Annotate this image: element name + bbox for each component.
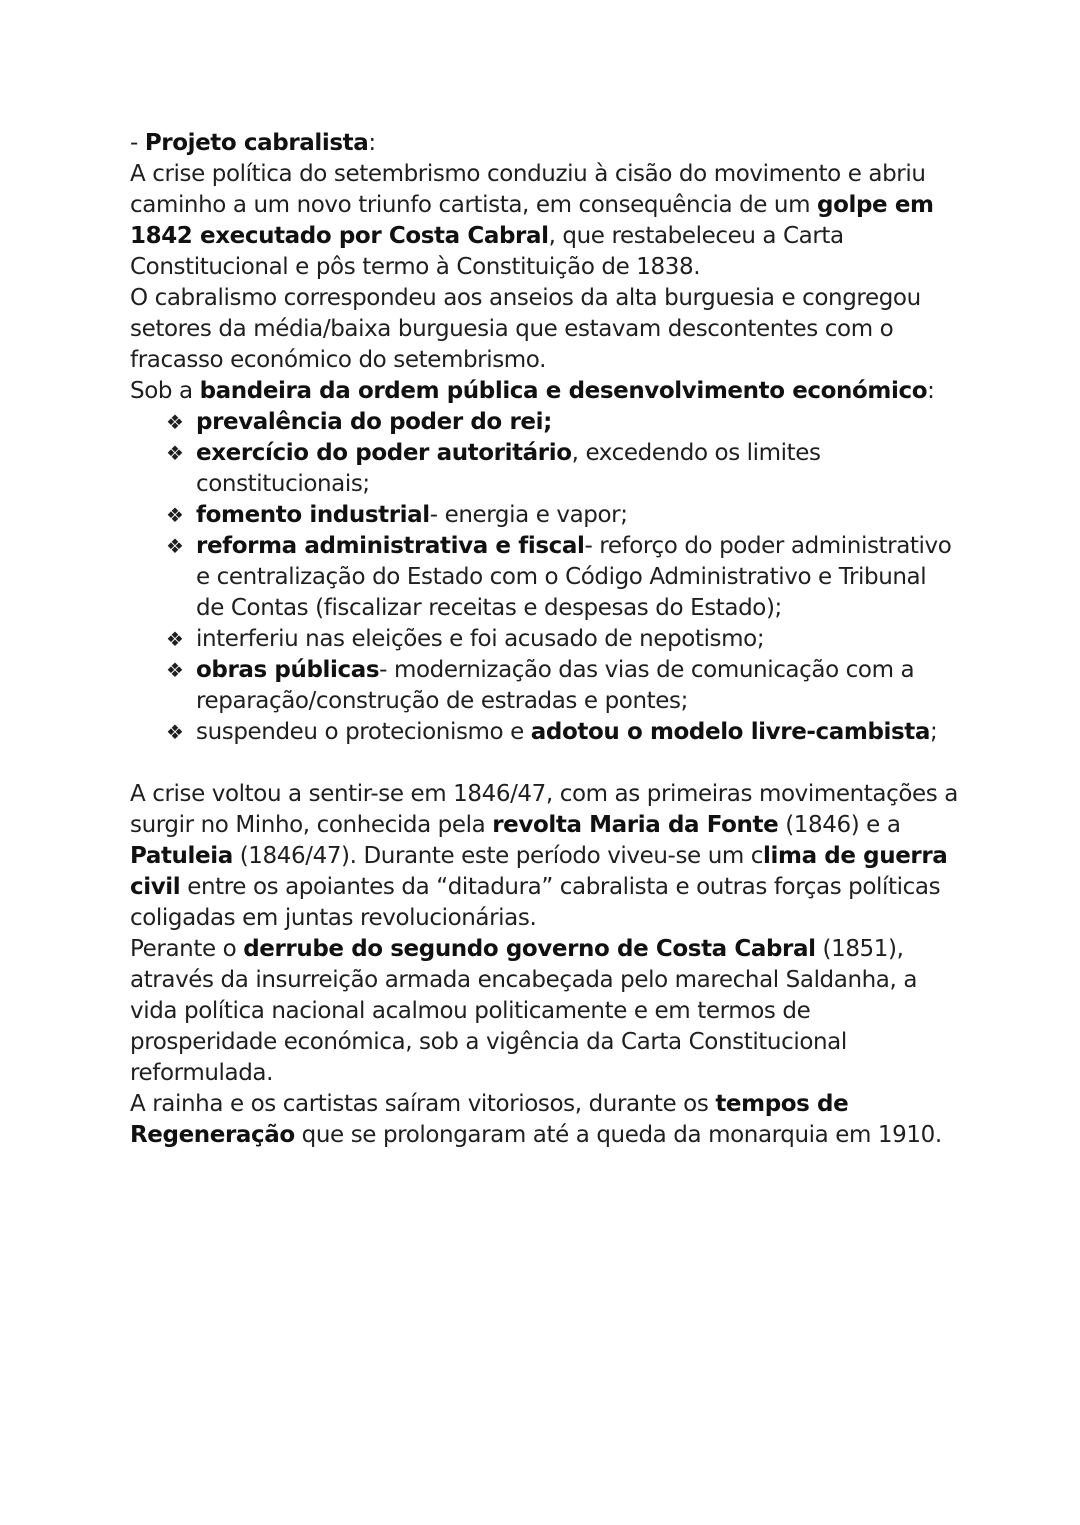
text-run: Perante o (130, 936, 244, 962)
heading-suffix: : (368, 130, 376, 156)
text-run: (1846) e a (778, 812, 901, 838)
list-item (130, 624, 960, 655)
text-run: (1851), através da insurreição armada encabeçada pelo marechal Saldanha, a vida política nacional acalmou politicamente e em termos de prosperidade económica, sob a vigência da Carta Constitucional reformulada. (130, 936, 918, 1086)
paragraph-bandeira (130, 376, 960, 407)
diamond-bullet-icon: ❖ (166, 627, 184, 651)
bold-run: reforma administrativa e fiscal (196, 533, 585, 559)
paragraph-derrube (130, 934, 960, 1089)
text-run: A crise política do setembrismo conduziu à cisão do movimento e abriu caminho a um novo triunfo cartista, em consequência de um (130, 161, 926, 218)
text-run: A rainha e os cartistas saíram vitoriosos, durante os (130, 1091, 716, 1117)
bold-run: lima de guerra civil (130, 843, 948, 900)
text-run: ; (930, 719, 938, 745)
list-item (130, 655, 960, 717)
bold-run: derrube do segundo governo de Costa Cabral (243, 936, 816, 962)
text-run: , excedendo os limites constitucionais; (196, 440, 821, 497)
text-run: suspendeu o protecionismo e (196, 719, 531, 745)
text-run: entre os apoiantes da “ditadura” cabralista e outras forças políticas coligadas em juntas revolucionárias. (130, 874, 941, 931)
bold-run: bandeira da ordem pública e desenvolvimento económico (199, 378, 928, 404)
text-run: : (927, 378, 935, 404)
list-item (130, 717, 960, 748)
diamond-bullet-icon: ❖ (166, 441, 184, 465)
diamond-bullet-icon: ❖ (166, 503, 184, 527)
text-run: - energia e vapor; (429, 502, 628, 528)
bold-run: obras públicas (196, 657, 380, 683)
text-run: - modernização das vias de comunicação com a reparação/construção de estradas e pontes; (196, 657, 915, 714)
section-heading (130, 128, 960, 159)
bold-run: prevalência do poder do rei; (196, 409, 552, 435)
bold-run: Patuleia (130, 843, 233, 869)
list-item (130, 500, 960, 531)
text-run: interferiu nas eleições e foi acusado de nepotismo; (196, 626, 765, 652)
bold-run: golpe em 1842 executado por Costa Cabral (130, 192, 934, 249)
bold-run: revolta Maria da Fonte (492, 812, 779, 838)
heading-title: Projeto cabralista (144, 130, 369, 156)
paragraph-cabralismo: O cabralismo correspondeu aos anseios da alta burguesia e congregou setores da média/baixa burguesia que estavam descontentes com o fracasso económico do setembrismo. (130, 285, 921, 373)
diamond-bullet-icon: ❖ (166, 720, 184, 744)
text-run: - reforço do poder administrativo e centralização do Estado com o Código Administrativo e Tribunal de Contas (fiscalizar receitas e despesas do Estado); (196, 533, 952, 621)
document-body (130, 128, 960, 1151)
text-run: que se prolongaram até a queda da monarquia em 1910. (294, 1122, 942, 1148)
heading-prefix: - (130, 130, 145, 156)
bold-run: fomento industrial (196, 502, 430, 528)
text-run: (1846/47). Durante este período viveu-se um c (232, 843, 764, 869)
text-run: A crise voltou a sentir-se em 1846/47, com as primeiras movimentações a surgir no Minho, conhecida pela (130, 781, 958, 838)
bold-run: tempos de Regeneração (130, 1091, 849, 1148)
measures-list (130, 407, 960, 748)
paragraph-crise-1846 (130, 779, 960, 934)
diamond-bullet-icon: ❖ (166, 410, 184, 434)
paragraph-spacer (130, 748, 960, 779)
list-item (130, 438, 960, 500)
bold-run: exercício do poder autoritário (196, 440, 572, 466)
bold-run: adotou o modelo livre-cambista (530, 719, 931, 745)
list-item (130, 407, 960, 438)
paragraph-regeneracao (130, 1089, 960, 1151)
diamond-bullet-icon: ❖ (166, 534, 184, 558)
text-run: Sob a (130, 378, 200, 404)
diamond-bullet-icon: ❖ (166, 658, 184, 682)
list-item (130, 531, 960, 624)
paragraph-golpe (130, 159, 960, 283)
text-run: , que restabeleceu a Carta Constitucional e pôs termo à Constituição de 1838. (130, 223, 844, 280)
